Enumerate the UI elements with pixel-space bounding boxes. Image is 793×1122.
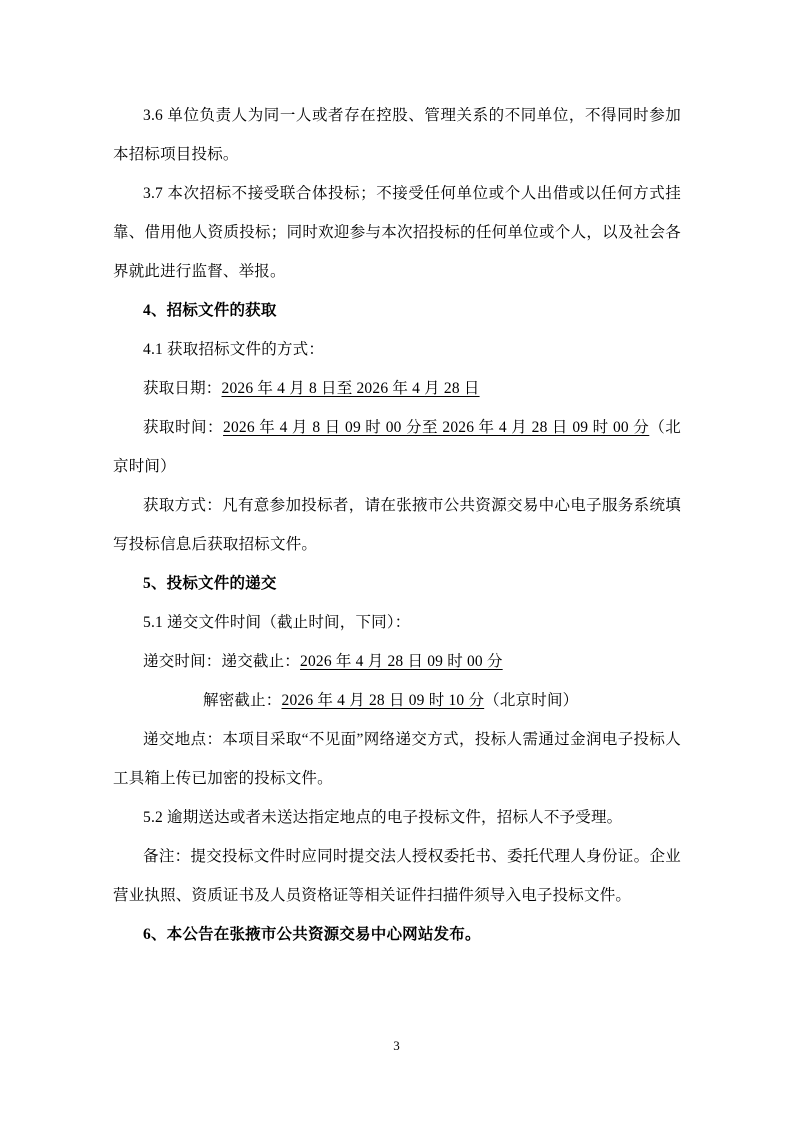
paragraph-note: 备注：提交投标文件时应同时提交法人授权委托书、委托代理人身份证。企业营业执照、资质证书及人员资格证等相关证件扫描件须导入电子投标文件。 — [113, 848, 681, 904]
document-body — [113, 96, 681, 954]
paragraph-acquisition-time — [113, 408, 681, 486]
heading-5: 5、投标文件的递交 — [143, 575, 277, 592]
submission-deadline-label: 递交时间：递交截止： — [143, 653, 301, 670]
decryption-deadline-label: 解密截止： — [203, 692, 282, 709]
acquisition-date-value: 2026 年 4 月 8 日至 2026 年 4 月 28 日 — [221, 380, 480, 397]
decryption-deadline-tail: （北京时间） — [484, 692, 579, 709]
acquisition-time-tail: （北京时间） — [113, 419, 681, 475]
page-number: 3 — [393, 1038, 400, 1053]
acquisition-date-label: 获取日期： — [143, 380, 222, 397]
decryption-deadline-value: 2026 年 4 月 28 日 09 时 10 分 — [281, 692, 485, 709]
paragraph-3-7: 3.7 本次招标不接受联合体投标；不接受任何单位或个人出借或以任何方式挂靠、借用他人资质投标；同时欢迎参与本次招投标的任何单位或个人，以及社会各界就此进行监督、举报。 — [113, 185, 681, 280]
paragraph-5-2: 5.2 逾期送达或者未送达指定地点的电子投标文件，招标人不予受理。 — [143, 809, 623, 826]
heading-6: 6、本公告在张掖市公共资源交易中心网站发布。 — [143, 926, 481, 943]
paragraph-acquisition-method: 获取方式：凡有意参加投标者，请在张掖市公共资源交易中心电子服务系统填写投标信息后获取招标文件。 — [113, 497, 681, 553]
paragraph-5-1: 5.1 递交文件时间（截止时间，下同）： — [143, 614, 411, 631]
submission-deadline-value: 2026 年 4 月 28 日 09 时 00 分 — [300, 653, 503, 670]
paragraph-acquisition-date — [113, 369, 681, 408]
paragraph-4-1: 4.1 获取招标文件的方式： — [143, 341, 325, 358]
acquisition-time-value: 2026 年 4 月 8 日 09 时 00 分至 2026 年 4 月 28 日 09 时 00 分 — [223, 419, 650, 436]
heading-4: 4、招标文件的获取 — [143, 302, 277, 319]
paragraph-3-6: 3.6 单位负责人为同一人或者存在控股、管理关系的不同单位，不得同时参加本招标项目投标。 — [113, 107, 681, 163]
acquisition-time-label: 获取时间： — [143, 419, 224, 436]
paragraph-submission-deadline — [113, 642, 681, 681]
paragraph-decryption-deadline — [113, 681, 681, 720]
paragraph-submission-place: 递交地点：本项目采取“不见面”网络递交方式，投标人需通过金润电子投标人工具箱上传已加密的投标文件。 — [113, 731, 681, 787]
